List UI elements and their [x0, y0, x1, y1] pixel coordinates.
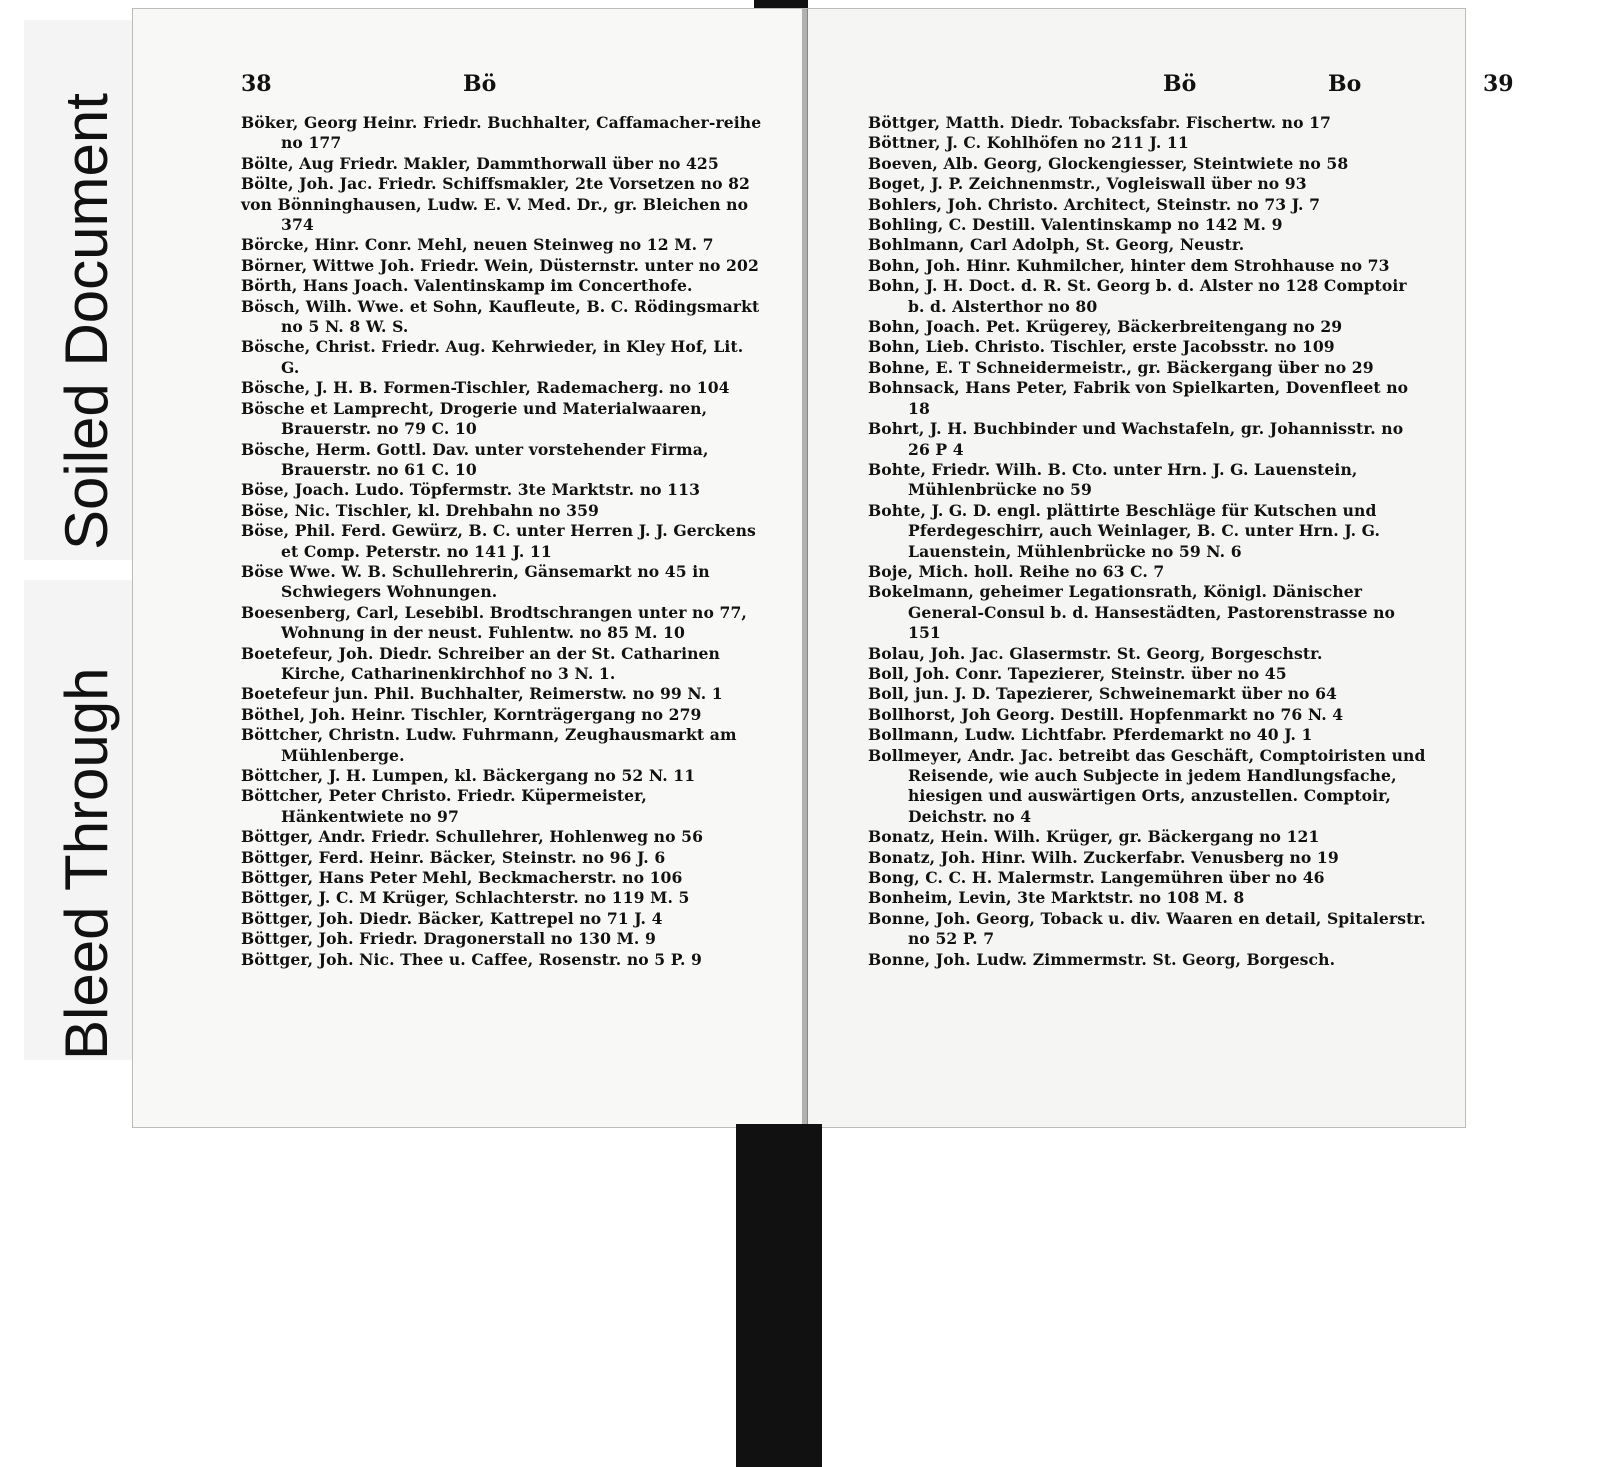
directory-entry: Böse Wwe. W. B. Schullehrerin, Gänsemarkt no 45 in Schwiegers Wohnungen. [241, 561, 710, 602]
directory-entry: Bonne, Joh. Georg, Toback u. div. Waaren en detail, Spitalerstr. no 52 P. 7 [868, 908, 1426, 949]
directory-entry: Börcke, Hinr. Conr. Mehl, neuen Steinweg no 12 M. 7 [241, 235, 714, 255]
directory-entry: Bonatz, Joh. Hinr. Wilh. Zuckerfabr. Venusberg no 19 [868, 847, 1339, 867]
directory-entry: Bollmann, Ludw. Lichtfabr. Pferdemarkt no 40 J. 1 [868, 725, 1313, 745]
directory-entry: Bong, C. C. H. Malermstr. Langemühren über no 46 [868, 868, 1325, 888]
left-entry-list [241, 113, 766, 970]
directory-entry: Böse, Joach. Ludo. Töpfermstr. 3te Marktstr. no 113 [241, 480, 701, 500]
directory-entry: Bollmeyer, Andr. Jac. betreibt das Geschäft, Comptoiristen und Reisende, wie auch Subjecte in jedem Handlungsfache, hiesigen und auswärtigen Orts, anzustellen. Comptoir, Deichstr. no 4 [868, 745, 1426, 826]
directory-entry: Böttger, Joh. Friedr. Dragonerstall no 130 M. 9 [241, 929, 656, 949]
right-page [808, 9, 1514, 1127]
bleed-through-label: Bleed Through [53, 667, 120, 1060]
running-header-right-1: Bö [1163, 71, 1197, 97]
directory-entry: Bohlers, Joh. Christo. Architect, Steinstr. no 73 J. 7 [868, 194, 1321, 214]
bookmark-ribbon-bottom [736, 1124, 822, 1467]
directory-entry: Bohlmann, Carl Adolph, St. Georg, Neustr. [868, 235, 1245, 255]
directory-entry: Böker, Georg Heinr. Friedr. Buchhalter, Caffamacher-reihe no 177 [241, 113, 762, 153]
directory-entry: Bölte, Joh. Jac. Friedr. Schiffsmakler, 2te Vorsetzen no 82 [241, 174, 751, 194]
directory-entry: Böttcher, J. H. Lumpen, kl. Bäckergang no 52 N. 11 [241, 766, 696, 785]
directory-entry: Böttner, J. C. Kohlhöfen no 211 J. 11 [868, 133, 1189, 153]
directory-entry: Böttger, Joh. Nic. Thee u. Caffee, Rosenstr. no 5 P. 9 [241, 949, 703, 969]
left-page [133, 9, 808, 1127]
directory-entry: Böttger, Andr. Friedr. Schullehrer, Hohlenweg no 56 [241, 827, 704, 847]
directory-entry: Böse, Phil. Ferd. Gewürz, B. C. unter Herren J. J. Gerckens et Comp. Peterstr. no 141 J. 11 [241, 521, 756, 561]
directory-entry: Böttcher, Christn. Ludw. Fuhrmann, Zeughausmarkt am Mühlenberge. [241, 725, 737, 765]
directory-entry: Bohrt, J. H. Buchbinder und Wachstafeln, gr. Johannisstr. no 26 P 4 [868, 419, 1404, 459]
directory-entry: Bohn, J. H. Doct. d. R. St. Georg b. d. Alster no 128 Comptoir b. d. Alsterthor no 80 [868, 276, 1407, 316]
directory-entry: Boget, J. P. Zeichnenmstr., Vogleiswall über no 93 [868, 174, 1307, 194]
directory-entry: von Bönninghausen, Ludw. E. V. Med. Dr., gr. Bleichen no 374 [241, 194, 749, 235]
directory-entry: Bolau, Joh. Jac. Glasermstr. St. Georg, Borgeschstr. [868, 643, 1323, 663]
directory-entry: Boetefeur jun. Phil. Buchhalter, Reimerstw. no 99 N. 1 [241, 684, 723, 704]
directory-entry: Bölte, Aug Friedr. Makler, Dammthorwall über no 425 [241, 153, 719, 173]
directory-entry: Boeven, Alb. Georg, Glockengiesser, Steintwiete no 58 [868, 153, 1349, 173]
running-header-left: Bö [463, 71, 497, 97]
directory-entry: Böttger, Ferd. Heinr. Bäcker, Steinstr. no 96 J. 6 [241, 847, 666, 867]
directory-entry: Bohnsack, Hans Peter, Fabrik von Spielkarten, Dovenfleet no 18 [868, 378, 1409, 418]
page-number-right: 39 [1483, 71, 1514, 97]
directory-entry: Bösch, Wilh. Wwe. et Sohn, Kaufleute, B. C. Rödingsmarkt no 5 N. 8 W. S. [241, 296, 760, 337]
directory-entry: Börner, Wittwe Joh. Friedr. Wein, Düsternstr. unter no 202 [241, 255, 759, 275]
directory-entry: Böse, Nic. Tischler, kl. Drehbahn no 359 [241, 500, 600, 520]
directory-entry: Böttcher, Peter Christo. Friedr. Küpermeister, Hänkentwiete no 97 [241, 786, 647, 826]
directory-entry: Bohte, Friedr. Wilh. B. Cto. unter Hrn. J. G. Lauenstein, Mühlenbrücke no 59 [868, 459, 1358, 500]
directory-entry: Böttger, Joh. Diedr. Bäcker, Kattrepel no 71 J. 4 [241, 908, 663, 928]
directory-entry: Bohling, C. Destill. Valentinskamp no 142 M. 9 [868, 215, 1283, 235]
directory-entry: Böttger, J. C. M Krüger, Schlachterstr. no 119 M. 5 [241, 888, 690, 908]
book-spread [132, 8, 1514, 1128]
directory-entry: Bohn, Joh. Hinr. Kuhmilcher, hinter dem Strohhause no 73 [868, 255, 1390, 275]
directory-entry: Bösche, Herm. Gottl. Dav. unter vorstehender Firma, Brauerstr. no 61 C. 10 [241, 439, 709, 479]
directory-entry: Bollhorst, Joh Georg. Destill. Hopfenmarkt no 76 N. 4 [868, 704, 1344, 724]
directory-entry: Boje, Mich. holl. Reihe no 63 C. 7 [868, 561, 1165, 581]
right-entry-list [868, 113, 1428, 970]
directory-entry: Böttger, Matth. Diedr. Tobacksfabr. Fischertw. no 17 [868, 113, 1332, 132]
directory-entry: Boesenberg, Carl, Lesebibl. Brodtschrangen unter no 77, Wohnung in der neust. Fuhlentw. no 85 M. 10 [241, 602, 747, 643]
directory-entry: Bonatz, Hein. Wilh. Krüger, gr. Bäckergang no 121 [868, 827, 1320, 847]
directory-entry: Boetefeur, Joh. Diedr. Schreiber an der St. Catharinen Kirche, Catharinenkirchhof no 3 N. 1. [241, 643, 720, 683]
directory-entry: Bösche et Lamprecht, Drogerie und Materialwaaren, Brauerstr. no 79 C. 10 [241, 398, 708, 439]
directory-entry: Bösche, Christ. Friedr. Aug. Kehrwieder, in Kley Hof, Lit. G. [241, 337, 744, 377]
directory-entry: Bohn, Joach. Pet. Krügerey, Bäckerbreitengang no 29 [868, 317, 1343, 337]
page-number-left: 38 [241, 71, 272, 97]
directory-entry: Boll, jun. J. D. Tapezierer, Schweinemarkt über no 64 [868, 684, 1337, 704]
directory-entry: Bösche, J. H. B. Formen-Tischler, Rademacherg. no 104 [241, 378, 730, 398]
directory-entry: Bonheim, Levin, 3te Marktstr. no 108 M. 8 [868, 888, 1245, 908]
directory-entry: Bohn, Lieb. Christo. Tischler, erste Jacobsstr. no 109 [868, 337, 1335, 357]
directory-entry: Bokelmann, geheimer Legationsrath, Königl. Dänischer General-Consul b. d. Hansestädten, Pastorenstrasse no 151 [868, 582, 1396, 643]
directory-entry: Bohne, E. T Schneidermeistr., gr. Bäckergang über no 29 [868, 357, 1374, 377]
directory-entry: Börth, Hans Joach. Valentinskamp im Concerthofe. [241, 276, 693, 296]
soiled-document-label: Soiled Document [53, 93, 120, 550]
directory-entry: Boll, Joh. Conr. Tapezierer, Steinstr. über no 45 [868, 663, 1287, 683]
directory-entry: Böthel, Joh. Heinr. Tischler, Kornträgergang no 279 [241, 704, 702, 724]
directory-entry: Bonne, Joh. Ludw. Zimmermstr. St. Georg, Borgesch. [868, 949, 1336, 969]
running-header-right-2: Bo [1328, 71, 1362, 97]
directory-entry: Bohte, J. G. D. engl. plättirte Beschläge für Kutschen und Pferdegeschirr, auch Weinlager, B. C. unter Hrn. J. G. Lauenstein, Mühlenbrücke no 59 N. 6 [868, 500, 1381, 561]
directory-entry: Böttger, Hans Peter Mehl, Beckmacherstr. no 106 [241, 868, 683, 888]
